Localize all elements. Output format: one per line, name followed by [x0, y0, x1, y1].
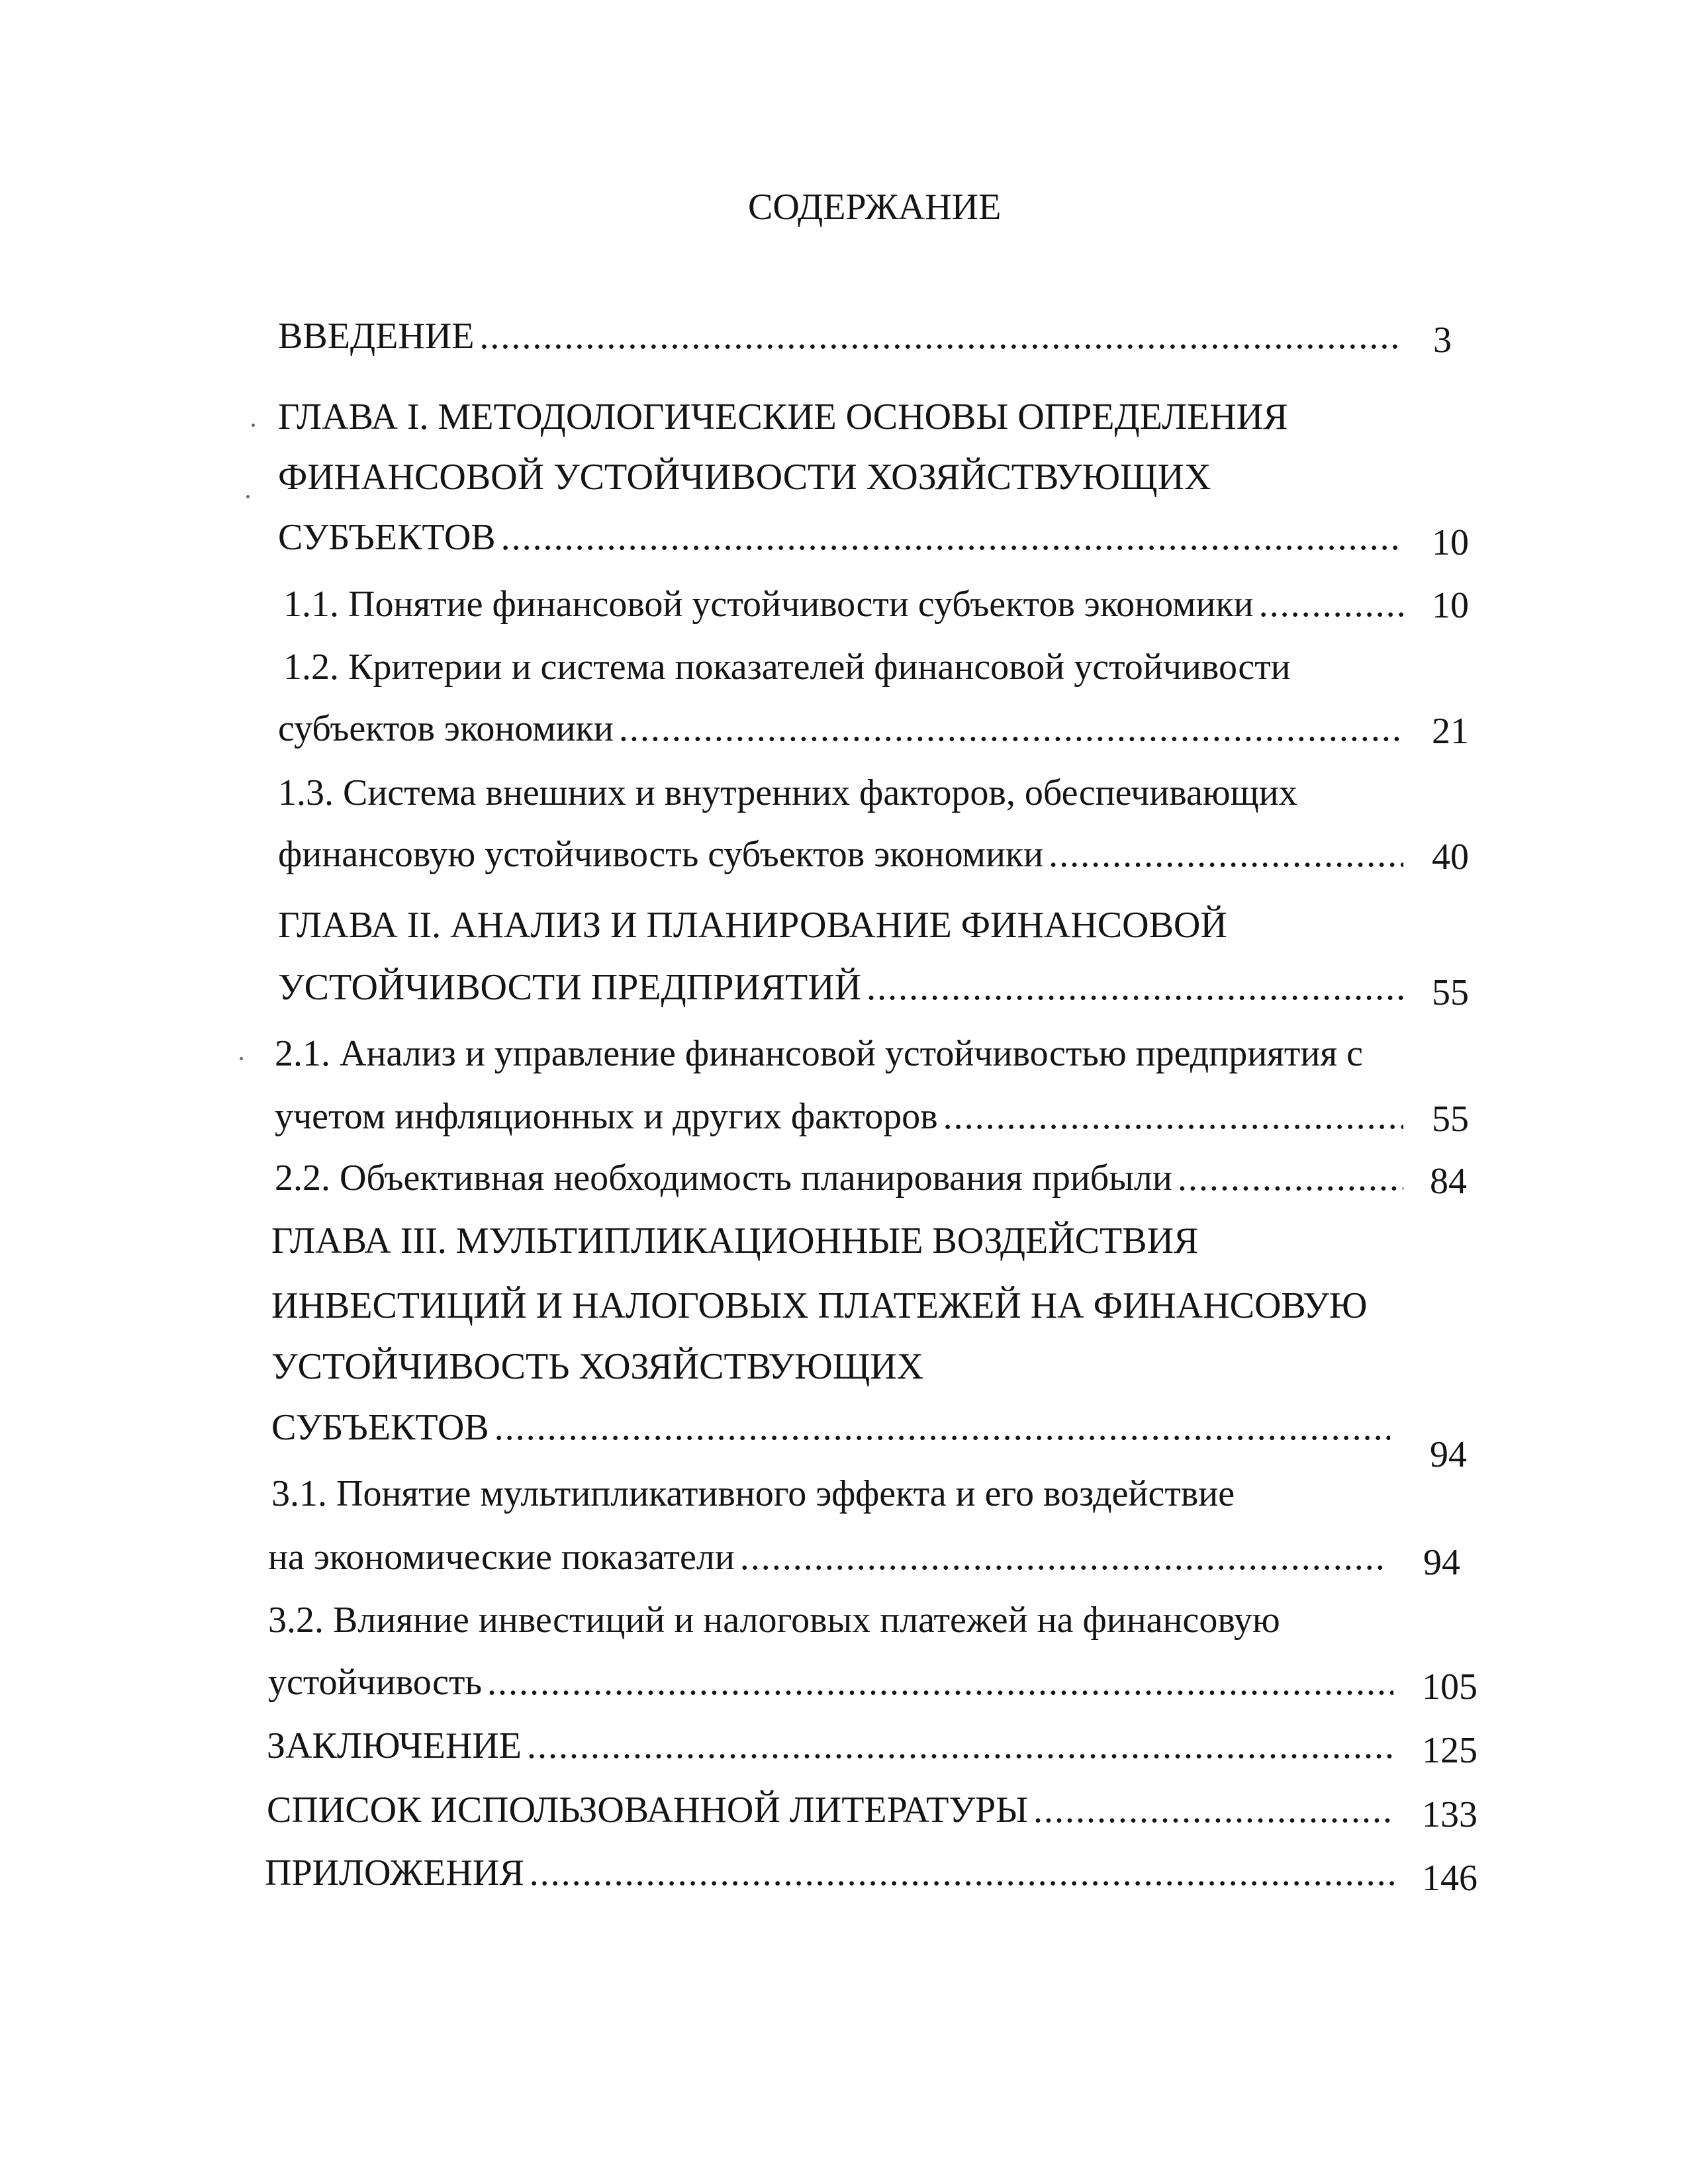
toc-page-number: 84: [1430, 1161, 1467, 1202]
toc-entry-chapter-3: ГЛАВА III. МУЛЬТИПЛИКАЦИОННЫЕ ВОЗДЕЙСТВИЯ: [271, 1220, 1199, 1261]
toc-entry-chapter-1-line: СУБЪЕКТОВ . . .: [278, 514, 1403, 561]
scan-speck: [240, 1057, 243, 1060]
toc-entry-section-2-2: 2.2. Объективная необходимость планирования прибыли . . .: [275, 1155, 1403, 1201]
toc-entry-conclusion: ЗАКЛЮЧЕНИЕ . . .: [267, 1723, 1392, 1769]
toc-page-number: 40: [1432, 837, 1469, 878]
toc-entry-section-3-1: 3.1. Понятие мультипликативного эффекта и его воздействие: [271, 1473, 1235, 1514]
toc-entry-chapter-1-line: ФИНАНСОВОЙ УСТОЙЧИВОСТИ ХОЗЯЙСТВУЮЩИХ: [278, 457, 1211, 498]
toc-entry-chapter-3-line: СУБЪЕКТОВ . . .: [271, 1404, 1390, 1451]
toc-page-number: 146: [1422, 1858, 1477, 1899]
toc-page-number: 94: [1430, 1434, 1467, 1475]
toc-page-number: 133: [1422, 1794, 1477, 1835]
toc-entry-section-1-3-line: финансовую устойчивость субъектов экономики . . .: [278, 831, 1403, 878]
toc-page-number: 125: [1422, 1730, 1477, 1771]
toc-page-number: 10: [1432, 522, 1469, 563]
toc-page-number: 3: [1433, 320, 1452, 361]
toc-entry-section-3-1-line: на экономические показатели . . .: [268, 1534, 1387, 1580]
toc-entry-section-2-1: 2.1. Анализ и управление финансовой устойчивостью предприятия с: [275, 1033, 1363, 1074]
toc-page-number: 55: [1432, 1099, 1469, 1140]
toc-title: СОДЕРЖАНИЕ: [748, 187, 1002, 228]
toc-page-number: 94: [1423, 1542, 1460, 1583]
toc-page-number: 21: [1432, 711, 1469, 752]
toc-entry-section-1-1: 1.1. Понятие финансовой устойчивости субъектов экономики . . .: [283, 581, 1403, 627]
toc-entry-chapter-3-line: ИНВЕСТИЦИЙ И НАЛОГОВЫХ ПЛАТЕЖЕЙ НА ФИНАНСОВУЮ: [271, 1285, 1368, 1326]
toc-page-number: 55: [1432, 972, 1469, 1013]
toc-entry-section-1-2-line: субъектов экономики . . .: [278, 705, 1403, 752]
toc-entry-appendices: ПРИЛОЖЕНИЯ . . .: [265, 1850, 1395, 1896]
toc-entry-chapter-2-line: УСТОЙЧИВОСТИ ПРЕДПРИЯТИЙ . . .: [278, 964, 1403, 1011]
scan-speck: [252, 424, 255, 427]
toc-entry-chapter-1: ГЛАВА I. МЕТОДОЛОГИЧЕСКИЕ ОСНОВЫ ОПРЕДЕЛЕНИЯ: [278, 396, 1288, 437]
toc-entry-section-1-2: 1.2. Критерии и система показателей финансовой устойчивости: [283, 647, 1291, 688]
toc-entry-bibliography: СПИСОК ИСПОЛЬЗОВАННОЙ ЛИТЕРАТУРЫ . . .: [267, 1787, 1392, 1833]
toc-entry-section-3-2-line: устойчивость . . .: [268, 1659, 1393, 1706]
toc-entry-introduction: ВВЕДЕНИЕ . . .: [278, 313, 1403, 359]
toc-entry-section-2-1-line: учетом инфляционных и других факторов . . .: [275, 1093, 1403, 1140]
toc-entry-section-1-3: 1.3. Система внешних и внутренних факторов, обеспечивающих: [278, 772, 1297, 813]
scan-speck: [246, 495, 250, 498]
toc-entry-chapter-3-line: УСТОЙЧИВОСТЬ ХОЗЯЙСТВУЮЩИХ: [271, 1346, 924, 1387]
toc-page-number: 105: [1422, 1666, 1477, 1707]
toc-page-number: 10: [1432, 585, 1469, 626]
toc-entry-section-3-2: 3.2. Влияние инвестиций и налоговых платежей на финансовую: [268, 1600, 1280, 1641]
toc-entry-chapter-2: ГЛАВА II. АНАЛИЗ И ПЛАНИРОВАНИЕ ФИНАНСОВОЙ: [278, 905, 1227, 946]
